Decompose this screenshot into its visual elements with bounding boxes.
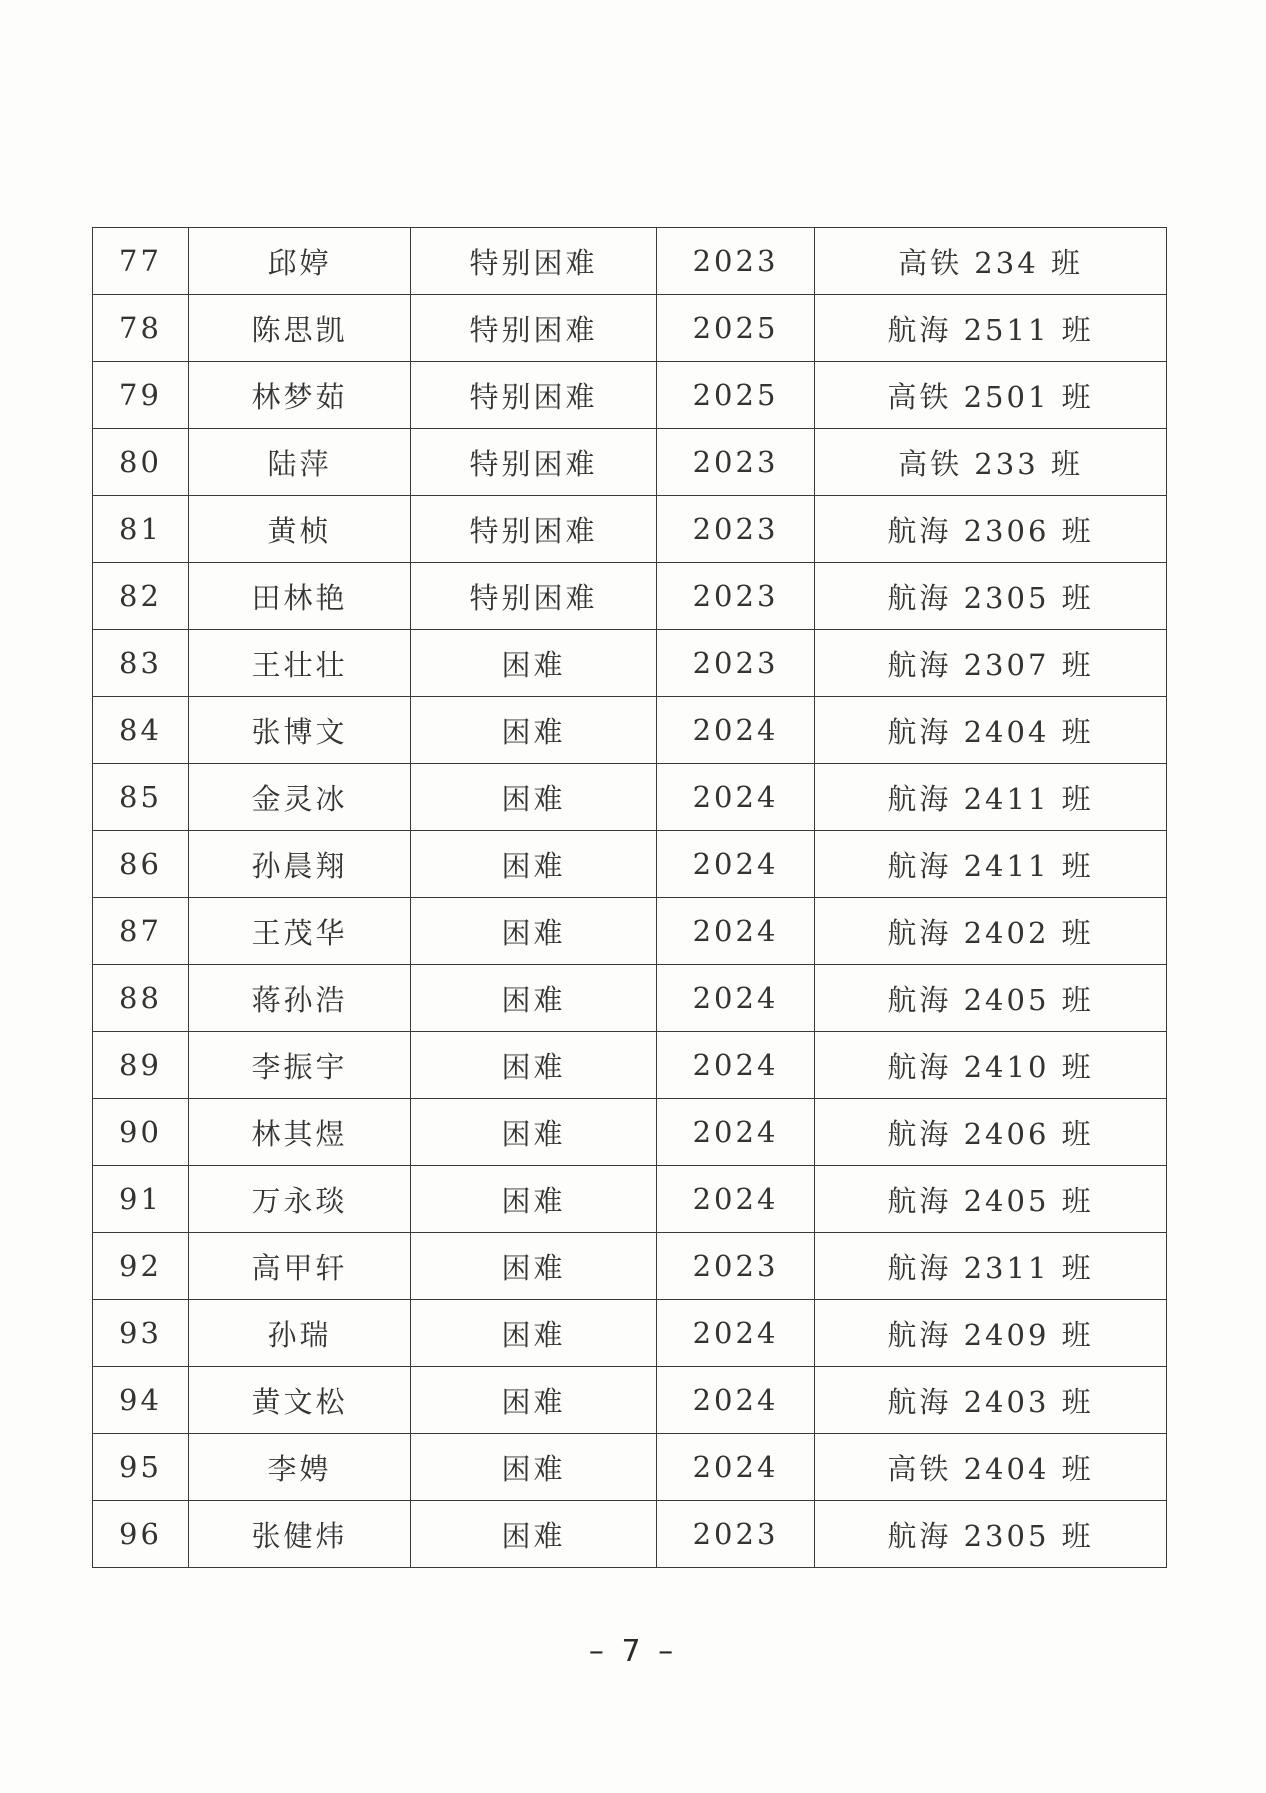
- difficulty-level-cell: 困难: [411, 965, 657, 1032]
- table-row: [93, 429, 1167, 496]
- row-number-cell: 83: [93, 630, 189, 697]
- student-name-cell: 李娉: [189, 1434, 411, 1501]
- enrollment-year-cell: 2024: [657, 831, 815, 898]
- class-name-cell: 航海 2307 班: [815, 630, 1167, 697]
- student-name-cell: 林其煜: [189, 1099, 411, 1166]
- student-name-cell: 邱婷: [189, 228, 411, 295]
- enrollment-year-cell: 2023: [657, 1501, 815, 1568]
- difficulty-level-cell: 特别困难: [411, 295, 657, 362]
- difficulty-level-cell: 困难: [411, 898, 657, 965]
- table-row: [93, 228, 1167, 295]
- difficulty-level-cell: 特别困难: [411, 429, 657, 496]
- student-name-cell: 黄桢: [189, 496, 411, 563]
- difficulty-level-cell: 困难: [411, 1166, 657, 1233]
- class-name-cell: 航海 2411 班: [815, 831, 1167, 898]
- table-row: [93, 898, 1167, 965]
- page-number: – 7 –: [588, 1634, 678, 1669]
- class-name-cell: 高铁 2404 班: [815, 1434, 1167, 1501]
- row-number-cell: 78: [93, 295, 189, 362]
- table-row: [93, 496, 1167, 563]
- student-name-cell: 陆萍: [189, 429, 411, 496]
- enrollment-year-cell: 2023: [657, 496, 815, 563]
- student-name-cell: 田林艳: [189, 563, 411, 630]
- student-name-cell: 林梦茹: [189, 362, 411, 429]
- table-row: [93, 1233, 1167, 1300]
- enrollment-year-cell: 2024: [657, 898, 815, 965]
- enrollment-year-cell: 2023: [657, 429, 815, 496]
- enrollment-year-cell: 2023: [657, 563, 815, 630]
- row-number-cell: 87: [93, 898, 189, 965]
- class-name-cell: 航海 2411 班: [815, 764, 1167, 831]
- class-name-cell: 航海 2305 班: [815, 563, 1167, 630]
- class-name-cell: 航海 2405 班: [815, 1166, 1167, 1233]
- table-row: [93, 1300, 1167, 1367]
- class-name-cell: 航海 2402 班: [815, 898, 1167, 965]
- student-name-cell: 王壮壮: [189, 630, 411, 697]
- difficulty-level-cell: 困难: [411, 764, 657, 831]
- row-number-cell: 84: [93, 697, 189, 764]
- class-name-cell: 航海 2404 班: [815, 697, 1167, 764]
- row-number-cell: 91: [93, 1166, 189, 1233]
- enrollment-year-cell: 2023: [657, 630, 815, 697]
- difficulty-level-cell: 困难: [411, 1434, 657, 1501]
- student-name-cell: 孙瑞: [189, 1300, 411, 1367]
- enrollment-year-cell: 2024: [657, 1367, 815, 1434]
- enrollment-year-cell: 2023: [657, 1233, 815, 1300]
- row-number-cell: 88: [93, 965, 189, 1032]
- difficulty-level-cell: 特别困难: [411, 496, 657, 563]
- student-name-cell: 黄文松: [189, 1367, 411, 1434]
- row-number-cell: 82: [93, 563, 189, 630]
- difficulty-level-cell: 特别困难: [411, 228, 657, 295]
- class-name-cell: 航海 2311 班: [815, 1233, 1167, 1300]
- table-row: [93, 697, 1167, 764]
- student-name-cell: 孙晨翔: [189, 831, 411, 898]
- difficulty-level-cell: 困难: [411, 1300, 657, 1367]
- class-name-cell: 航海 2305 班: [815, 1501, 1167, 1568]
- table-row: [93, 1166, 1167, 1233]
- table-row: [93, 1032, 1167, 1099]
- enrollment-year-cell: 2024: [657, 1434, 815, 1501]
- table-row: [93, 563, 1167, 630]
- student-aid-table: [92, 227, 1167, 1568]
- student-name-cell: 金灵冰: [189, 764, 411, 831]
- class-name-cell: 航海 2405 班: [815, 965, 1167, 1032]
- table-row: [93, 764, 1167, 831]
- enrollment-year-cell: 2024: [657, 1099, 815, 1166]
- class-name-cell: 航海 2410 班: [815, 1032, 1167, 1099]
- row-number-cell: 81: [93, 496, 189, 563]
- student-name-cell: 高甲轩: [189, 1233, 411, 1300]
- row-number-cell: 96: [93, 1501, 189, 1568]
- class-name-cell: 高铁 2501 班: [815, 362, 1167, 429]
- difficulty-level-cell: 特别困难: [411, 563, 657, 630]
- row-number-cell: 94: [93, 1367, 189, 1434]
- enrollment-year-cell: 2024: [657, 764, 815, 831]
- class-name-cell: 航海 2406 班: [815, 1099, 1167, 1166]
- row-number-cell: 90: [93, 1099, 189, 1166]
- table-row: [93, 965, 1167, 1032]
- enrollment-year-cell: 2024: [657, 1166, 815, 1233]
- student-name-cell: 张健炜: [189, 1501, 411, 1568]
- table-row: [93, 1367, 1167, 1434]
- class-name-cell: 高铁 234 班: [815, 228, 1167, 295]
- student-name-cell: 蒋孙浩: [189, 965, 411, 1032]
- difficulty-level-cell: 特别困难: [411, 362, 657, 429]
- row-number-cell: 85: [93, 764, 189, 831]
- row-number-cell: 93: [93, 1300, 189, 1367]
- row-number-cell: 79: [93, 362, 189, 429]
- difficulty-level-cell: 困难: [411, 1099, 657, 1166]
- table-row: [93, 295, 1167, 362]
- difficulty-level-cell: 困难: [411, 831, 657, 898]
- student-name-cell: 万永琰: [189, 1166, 411, 1233]
- difficulty-level-cell: 困难: [411, 630, 657, 697]
- difficulty-level-cell: 困难: [411, 1501, 657, 1568]
- class-name-cell: 高铁 233 班: [815, 429, 1167, 496]
- student-name-cell: 王茂华: [189, 898, 411, 965]
- enrollment-year-cell: 2024: [657, 1032, 815, 1099]
- table-row: [93, 362, 1167, 429]
- class-name-cell: 航海 2409 班: [815, 1300, 1167, 1367]
- row-number-cell: 95: [93, 1434, 189, 1501]
- table-row: [93, 831, 1167, 898]
- enrollment-year-cell: 2023: [657, 228, 815, 295]
- difficulty-level-cell: 困难: [411, 1233, 657, 1300]
- enrollment-year-cell: 2024: [657, 965, 815, 1032]
- table-row: [93, 630, 1167, 697]
- enrollment-year-cell: 2024: [657, 1300, 815, 1367]
- class-name-cell: 航海 2306 班: [815, 496, 1167, 563]
- student-name-cell: 陈思凯: [189, 295, 411, 362]
- table-row: [93, 1434, 1167, 1501]
- class-name-cell: 航海 2403 班: [815, 1367, 1167, 1434]
- row-number-cell: 77: [93, 228, 189, 295]
- row-number-cell: 86: [93, 831, 189, 898]
- table-row: [93, 1501, 1167, 1568]
- row-number-cell: 89: [93, 1032, 189, 1099]
- enrollment-year-cell: 2025: [657, 362, 815, 429]
- row-number-cell: 92: [93, 1233, 189, 1300]
- student-name-cell: 张博文: [189, 697, 411, 764]
- difficulty-level-cell: 困难: [411, 1367, 657, 1434]
- difficulty-level-cell: 困难: [411, 697, 657, 764]
- row-number-cell: 80: [93, 429, 189, 496]
- table-body: [93, 228, 1167, 1568]
- class-name-cell: 航海 2511 班: [815, 295, 1167, 362]
- student-name-cell: 李振宇: [189, 1032, 411, 1099]
- table-row: [93, 1099, 1167, 1166]
- enrollment-year-cell: 2025: [657, 295, 815, 362]
- enrollment-year-cell: 2024: [657, 697, 815, 764]
- difficulty-level-cell: 困难: [411, 1032, 657, 1099]
